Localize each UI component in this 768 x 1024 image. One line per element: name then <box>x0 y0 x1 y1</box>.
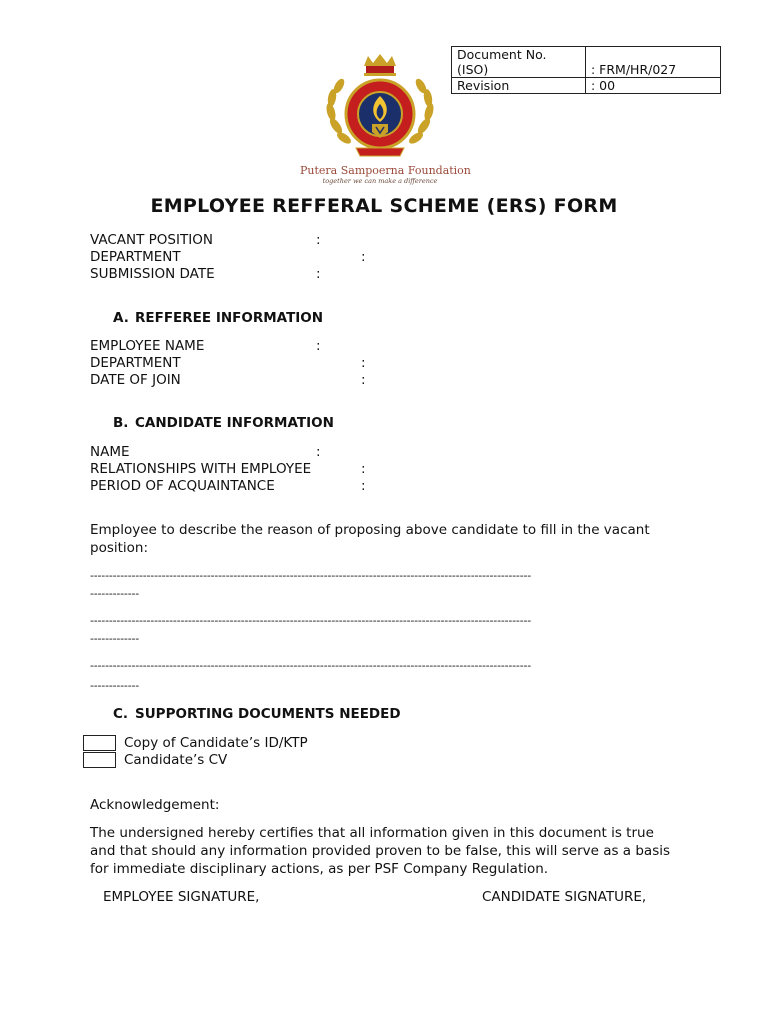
section-b-title: CANDIDATE INFORMATION <box>135 415 334 431</box>
section-a-title: REFFEREE INFORMATION <box>135 310 324 326</box>
field-colon: : <box>316 338 321 354</box>
field-colon: : <box>361 355 366 371</box>
field-label-period-of-acquaintance: PERIOD OF ACQUAINTANCE <box>90 478 275 494</box>
document-info-table <box>451 46 721 94</box>
field-label-relationship: RELATIONSHIPS WITH EMPLOYEE <box>90 461 312 477</box>
field-label-submission-date: SUBMISSION DATE <box>90 266 215 282</box>
acknowledgement-title: Acknowledgement: <box>90 797 220 813</box>
reason-prompt: Employee to describe the reason of proposing above candidate to fill in the vacant position: <box>90 522 650 556</box>
revision-value: : 00 <box>586 78 721 94</box>
logo-foundation-name: Putera Sampoerna Foundation <box>300 164 471 177</box>
answer-line-continuation: ------------- <box>90 587 140 600</box>
answer-line[interactable]: --------------------------------------------------------------------------------------------------------------------- <box>90 569 532 582</box>
revision-row <box>452 78 721 94</box>
field-label-name: NAME <box>90 444 130 460</box>
answer-line-continuation: ------------- <box>90 679 140 692</box>
checkbox-label-id-ktp: Copy of Candidate’s ID/KTP <box>124 735 308 751</box>
field-colon: : <box>316 444 321 460</box>
checkbox-label-cv: Candidate’s CV <box>124 752 228 768</box>
answer-line-continuation: ------------- <box>90 632 140 645</box>
form-title: EMPLOYEE REFFERAL SCHEME (ERS) FORM <box>150 195 618 217</box>
section-c-heading <box>113 706 401 722</box>
field-colon: : <box>316 266 321 282</box>
answer-line[interactable]: --------------------------------------------------------------------------------------------------------------------- <box>90 659 532 672</box>
doc-no-label: Document No. (ISO) <box>452 47 586 78</box>
doc-no-row <box>452 47 721 78</box>
field-colon: : <box>361 372 366 388</box>
section-c-number: C. <box>113 706 129 722</box>
doc-no-value: : FRM/HR/027 <box>586 47 721 78</box>
revision-label: Revision <box>452 78 586 94</box>
field-label-vacant-position: VACANT POSITION <box>90 232 213 248</box>
field-label-department: DEPARTMENT <box>90 249 181 265</box>
employee-signature-label: EMPLOYEE SIGNATURE, <box>103 889 260 905</box>
section-a-number: A. <box>113 310 129 326</box>
field-label-date-of-join: DATE OF JOIN <box>90 372 181 388</box>
acknowledgement-text: The undersigned hereby certifies that all information given in this document is true and that should any information provided proven to be false, this will serve as a basis for immediate disciplinary actions, as per PSF Company Regulation. <box>90 825 671 877</box>
field-colon: : <box>361 478 366 494</box>
checkbox-id-ktp[interactable] <box>83 735 116 751</box>
logo-tagline: together we can make a difference <box>322 177 438 185</box>
section-b-heading <box>113 415 334 431</box>
field-label-employee-name: EMPLOYEE NAME <box>90 338 205 354</box>
field-colon: : <box>361 249 366 265</box>
section-b-number: B. <box>113 415 129 431</box>
section-a-heading <box>113 310 323 326</box>
checkbox-cv[interactable] <box>83 752 116 768</box>
section-c-title: SUPPORTING DOCUMENTS NEEDED <box>135 706 401 722</box>
field-label-department: DEPARTMENT <box>90 355 181 371</box>
candidate-signature-label: CANDIDATE SIGNATURE, <box>482 889 647 905</box>
crest-icon <box>306 54 454 166</box>
answer-line[interactable]: --------------------------------------------------------------------------------------------------------------------- <box>90 614 532 627</box>
field-colon: : <box>316 232 321 248</box>
field-colon: : <box>361 461 366 477</box>
